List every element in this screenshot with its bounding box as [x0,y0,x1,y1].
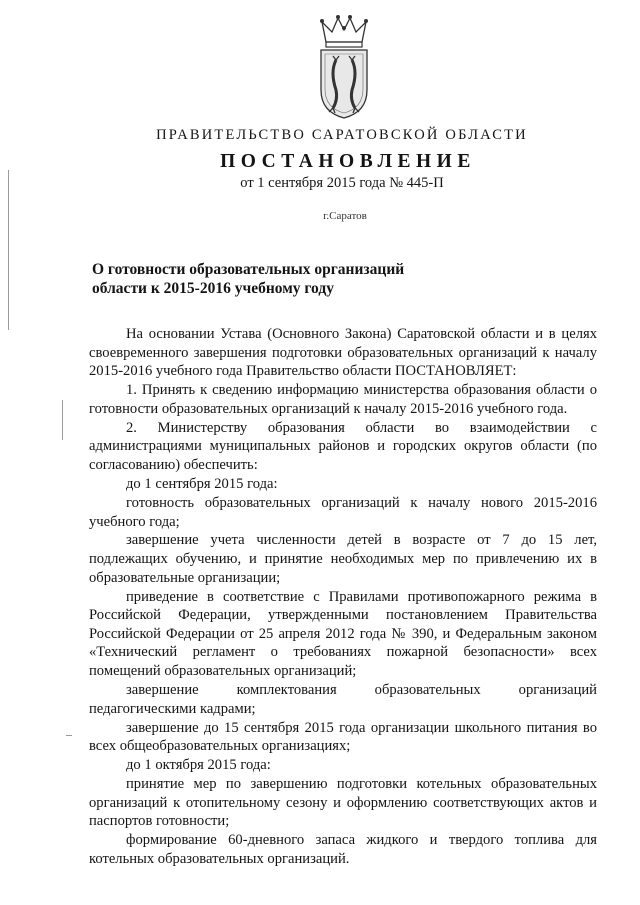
paragraph-school-meals: завершение до 15 сентября 2015 года организации школьного питания во всех общеобразовательных организациях; [89,719,597,755]
paragraph-fuel-reserve: формирование 60-дневного запаса жидкого и твердого топлива для котельных образовательных организаций. [89,832,597,867]
paragraph-item-2: 2. Министерству образования области во взаимодействии с администрациями муниципальных районов и городских округов области (по согласованию) обеспечить: [89,419,597,473]
paragraph-deadline-sep-1: до 1 сентября 2015 года: [126,475,278,492]
paragraph-children-count: завершение учета численности детей в возрасте от 7 до 15 лет, подлежащих обучению, и принятие необходимых мер по привлечению их в образовательные организации; [89,532,597,586]
paragraph-fire-safety: приведение в соответствие с Правилами противопожарного режима в Российской Федерации, утвержденными постановлением Правительства Российской Федерации от 25 апреля 2012 года № 390, и Федеральным законом «Технический регламент о требованиях пожарной безопасности» всех помещений образовательных организаций; [89,588,597,680]
scan-margin-mark [66,735,72,736]
title-line-2: области к 2015-2016 учебному году [92,280,334,297]
title-line-1: О готовности образовательных организаций [92,261,405,278]
paragraph-staffing: завершение комплектования образовательных организаций педагогическими кадрами; [89,682,597,717]
issue-city: г.Саратов [323,210,367,222]
document-type: ПОСТАНОВЛЕНИЕ [220,151,476,172]
paragraph-preamble: На основании Устава (Основного Закона) Саратовской области и в целях своевременного завершения подготовки образовательных организаций к началу 2015-2016 учебного года Правительство области ПОСТАНОВЛЯЕТ: [89,326,597,380]
paragraph-deadline-oct-1: до 1 октября 2015 года: [126,757,271,774]
saratov-coat-of-arms-icon [316,12,372,122]
government-name: ПРАВИТЕЛЬСТВО САРАТОВСКОЙ ОБЛАСТИ [156,127,528,143]
decree-date-number: от 1 сентября 2015 года № 445-П [240,175,444,191]
paragraph-readiness: готовность образовательных организаций к началу нового 2015-2016 учебного года; [89,494,597,530]
scan-margin-mark [8,170,9,330]
document-body [89,325,597,869]
paragraph-boilers: принятие мер по завершению подготовки котельных образовательных организаций к отопительному сезону и оформлению соответствующих актов и паспортов готовности; [89,776,597,830]
document-title [92,260,404,298]
paragraph-item-1: 1. Принять к сведению информацию министерства образования области о готовности образовательных организаций к началу 2015-2016 учебного года. [89,382,597,417]
scan-margin-mark [62,400,63,440]
